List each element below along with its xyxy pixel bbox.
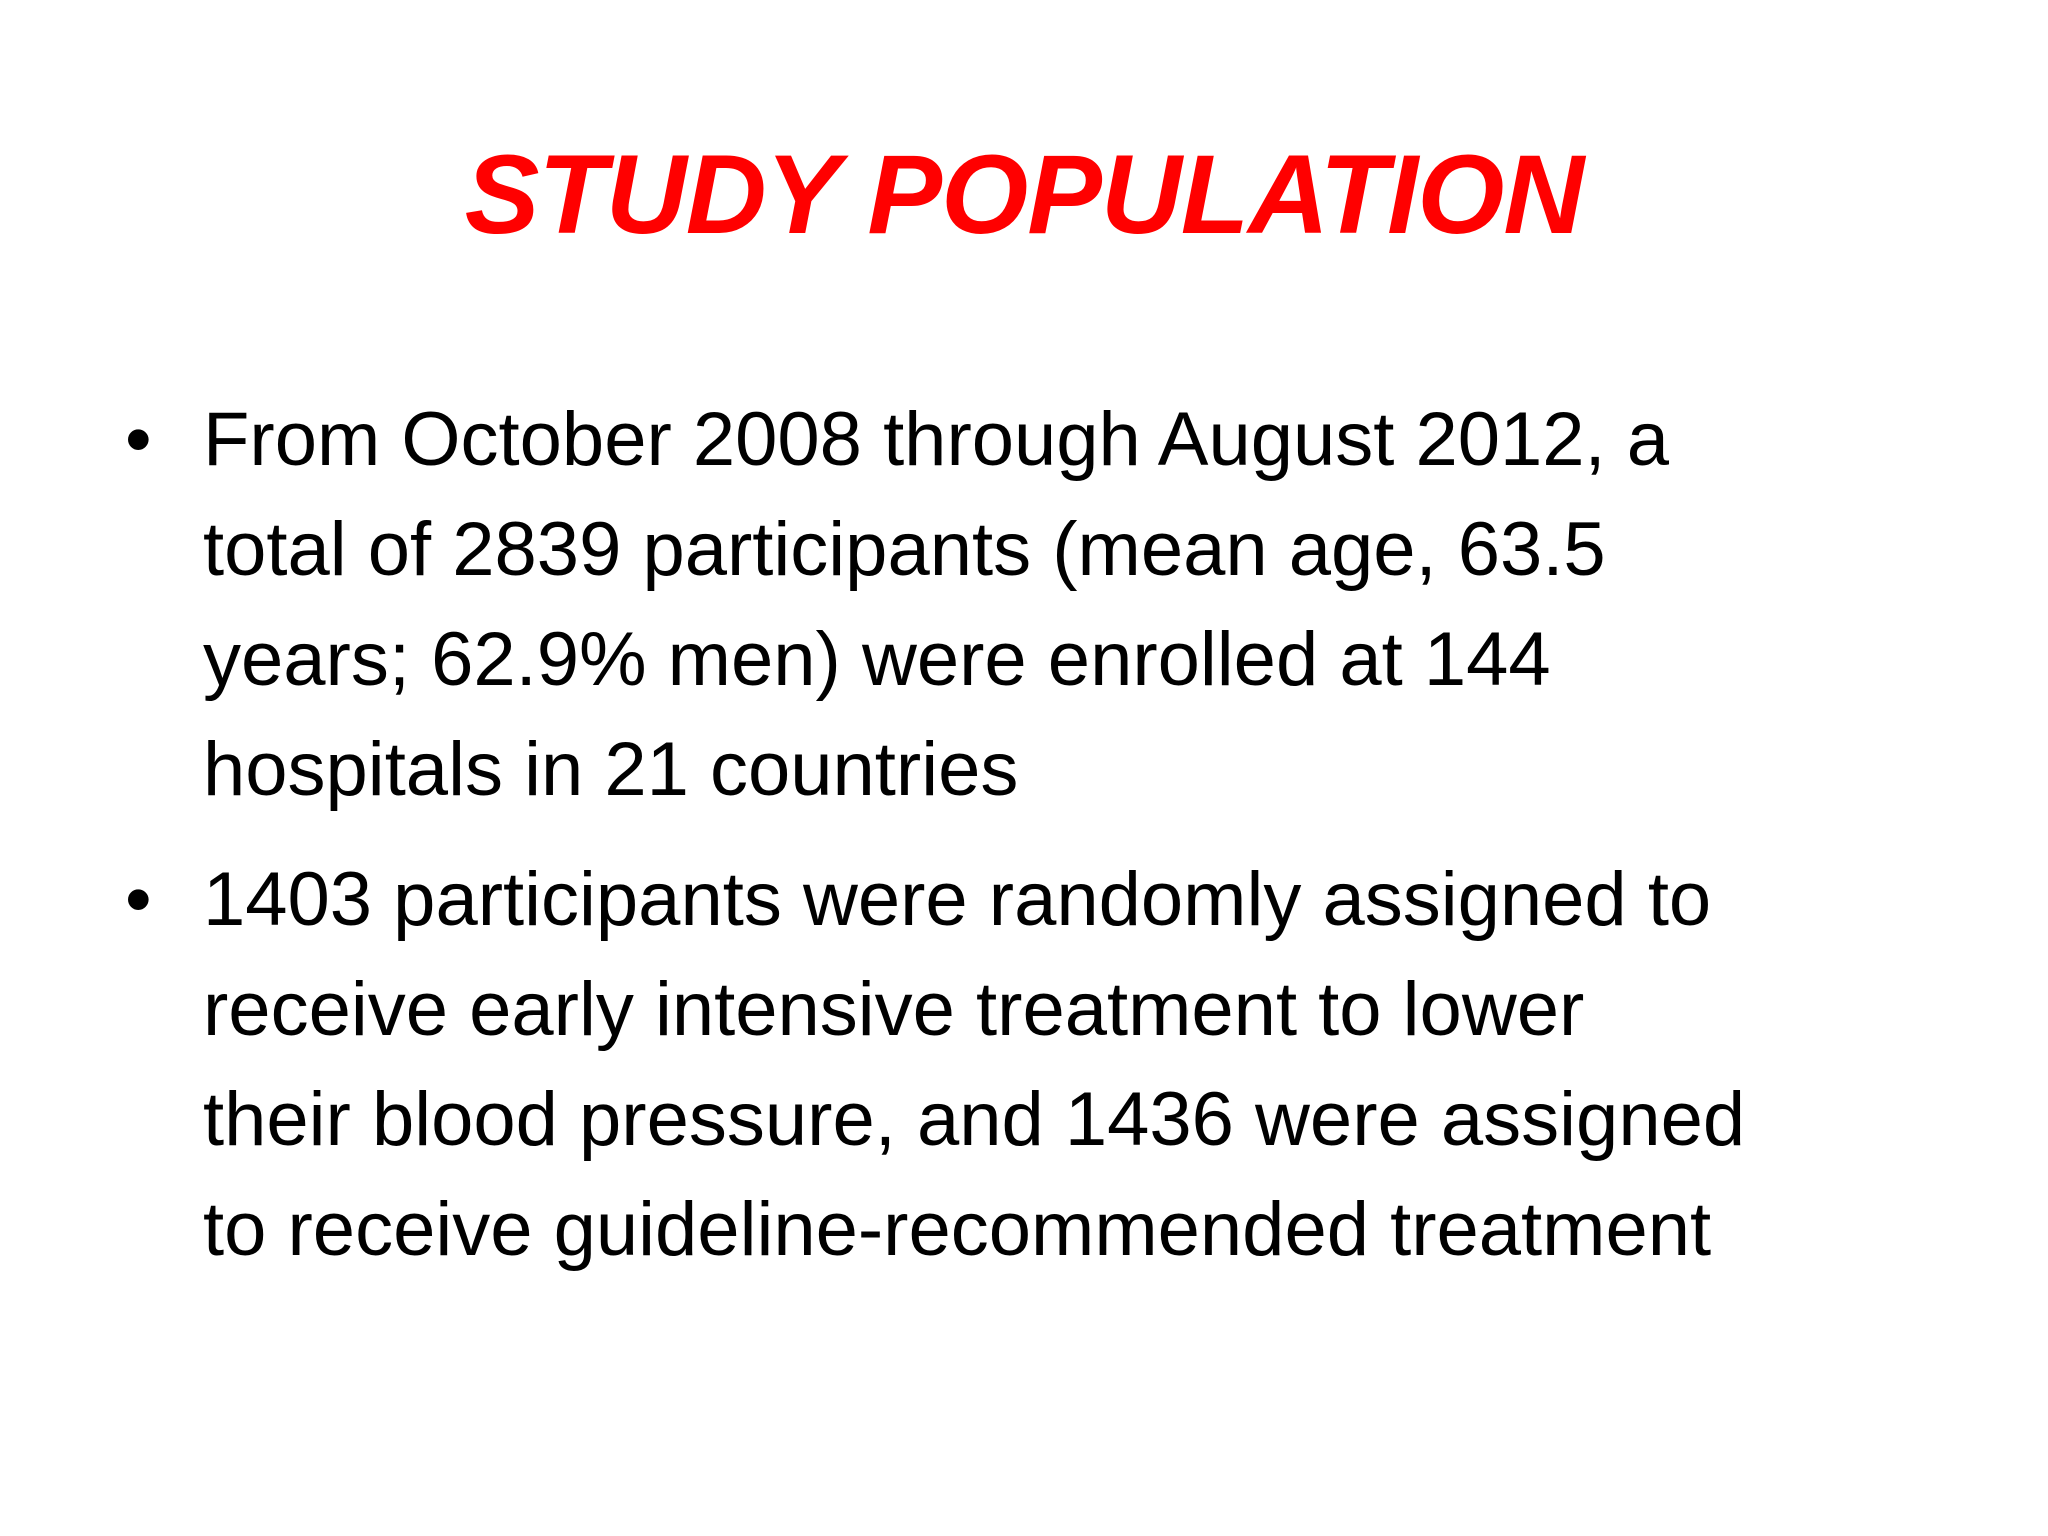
bullet-2-line-2: receive early intensive treatment to lower <box>203 967 1585 1052</box>
bullet-2-line-3: their blood pressure, and 1436 were assigned <box>203 1077 1746 1162</box>
bullet-1-line-2: total of 2839 participants (mean age, 63.5 <box>203 507 1606 592</box>
bullet-2-line-1: 1403 participants were randomly assigned to <box>203 857 1712 942</box>
bullet-item-1 <box>125 385 1925 825</box>
bullet-1-line-3: years; 62.9% men) were enrolled at 144 <box>203 617 1551 702</box>
bullet-2-line-4: to receive guideline-recommended treatment <box>203 1187 1712 1272</box>
bullet-icon: • <box>125 397 152 482</box>
bullet-list <box>125 385 1925 1285</box>
bullet-1-line-1: From October 2008 through August 2012, a <box>203 397 1670 482</box>
bullet-icon: • <box>125 857 152 942</box>
slide-title: STUDY POPULATION <box>464 132 1584 257</box>
bullet-1-line-4: hospitals in 21 countries <box>203 727 1019 812</box>
bullet-item-2 <box>125 845 1925 1285</box>
